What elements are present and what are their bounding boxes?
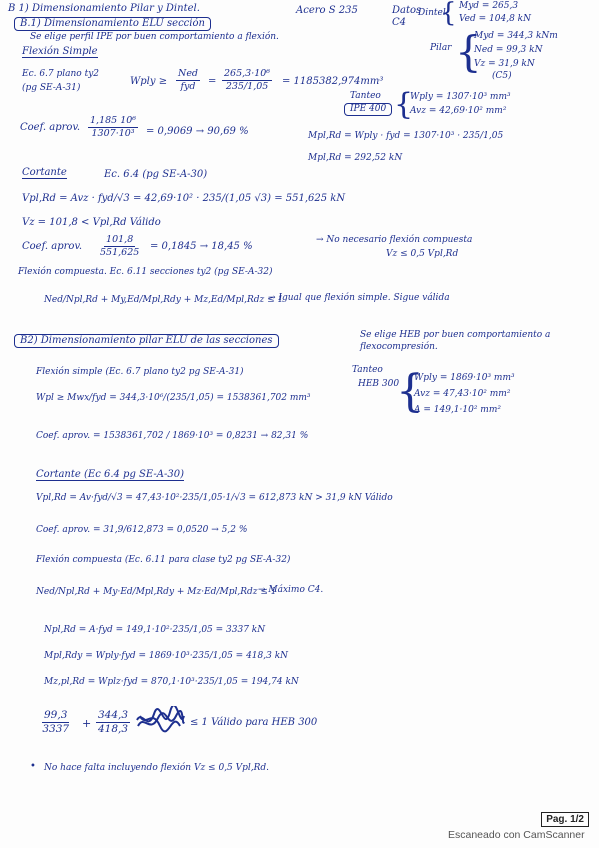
b2-profile-prop-1: Wply = 1869·10³ mm³ <box>414 373 515 383</box>
b1-intro: Se elige perfil IPE por buen comportamiento a flexión. <box>30 32 279 42</box>
b2-profile-prop-2: Avz = 47,43·10² mm² <box>414 389 511 399</box>
b2-profile-prop-3: A = 149,1·10² mm² <box>414 405 501 415</box>
b1-wply-lhs: Wply ≥ <box>130 76 168 87</box>
b1-coef2-fraction <box>100 235 139 258</box>
b1-profile-prop-2: Avz = 42,69·10² mm² <box>410 106 507 116</box>
pilar-value-1: Myd = 344,3 kNm <box>474 31 558 41</box>
b1-coef2-num: 101,8 <box>106 234 134 245</box>
b1-coef-result: = 0,9069 → 90,69 % <box>146 126 249 137</box>
b2-final-bullet: • <box>30 761 36 772</box>
b2-wpl-line: Wpl ≥ Mwx/fyd = 344,3·10⁶/(235/1,05) = 1538361,702 mm³ <box>36 393 311 403</box>
b1-wply-num: Ned <box>178 68 199 79</box>
b2-check-plus: + <box>82 717 92 730</box>
pilar-ref: (C5) <box>492 71 512 81</box>
b1-pg-ref: (pg SE-A-31) <box>22 83 81 93</box>
b1-coef2-result: = 0,1845 → 18,45 % <box>150 241 253 252</box>
b2-mply-line: Mpl,Rdy = Wply·fyd = 1869·10³·235/1,05 = 418,3 kN <box>44 651 289 661</box>
b2-cortante-title: Cortante (Ec 6.4 pg SE-A-30) <box>36 469 184 480</box>
b2-compuesta-formula: Ned/Npl,Rd + My·Ed/Mpl,Rdy + Mz·Ed/Mpl,Rdz ≤ 1 <box>36 587 277 597</box>
page-number: Pag. 1/2 <box>541 812 589 827</box>
b2-coef2-line: Coef. aprov. = 31,9/612,873 = 0,0520 → 5,2 % <box>36 525 248 535</box>
b1-profile-brace: { <box>394 87 414 122</box>
b1-coef2-note2: Vz ≤ 0,5 Vpl,Rd <box>386 249 459 259</box>
b2-check-fraction-1 <box>42 710 69 735</box>
header-datos: Datos <box>392 5 422 16</box>
b1-coef2-note: → No necesario flexión compuesta <box>316 235 473 245</box>
b1-coef-label: Coef. aprov. <box>20 122 81 133</box>
b1-coef2-den: 551,625 <box>100 246 140 258</box>
pilar-value-2: Ned = 99,3 kN <box>474 45 543 55</box>
b2-vpl-line: Vpl,Rd = Av·fyd/√3 = 47,43·10²·235/1,05·1/√3 = 612,873 kN > 31,9 kN Válido <box>36 493 393 503</box>
b2-final-note: No hace falta incluyendo flexión Vz ≤ 0,5 Vpl,Rd. <box>44 763 270 773</box>
b1-vz-line: Vz = 101,8 < Vpl,Rd Válido <box>22 217 161 228</box>
b1-wply-fraction <box>176 69 200 92</box>
b1-mpl-line2: Mpl,Rd = 292,52 kN <box>308 153 403 163</box>
b2-check-num-2: 344,3 <box>96 710 130 723</box>
b2-mplz-line: Mz,pl,Rd = Wplz·fyd = 870,1·10³·235/1,05 = 194,74 kN <box>44 677 299 687</box>
b2-profile: HEB 300 <box>358 379 400 389</box>
dintel-value-1: Myd = 265,3 <box>459 1 519 11</box>
b1-compuesta-formula: Ned/Npl,Rd + My,Ed/Mpl,Rdy + Mz,Ed/Mpl,Rdz ≤ 1 <box>44 295 284 305</box>
b2-check-den-1: 3337 <box>42 723 70 736</box>
b1-wply-result: = 1185382,974mm³ <box>282 76 384 87</box>
b1-wply-den: fyd <box>180 80 196 92</box>
dintel-brace: { <box>440 0 457 28</box>
b2-title: B2) Dimensionamiento pilar ELU de las secciones <box>14 334 279 348</box>
scanner-footer: Escaneado con CamScanner <box>448 829 585 841</box>
b1-wply-mid-num: 265,3·10⁶ <box>224 68 271 79</box>
b1-compuesta-note: → Igual que flexión simple. Sigue válida <box>268 293 450 303</box>
b2-compuesta-note: → Máximo C4. <box>258 585 324 595</box>
dintel-label: Dintel <box>418 8 446 18</box>
scribble-mark <box>134 706 186 736</box>
b2-profile-brace: { <box>396 366 424 417</box>
b1-compuesta-title: Flexión compuesta. Ec. 6.11 secciones ty2 (pg SE-A-32) <box>18 267 273 277</box>
b2-intro: Se elige HEB por buen comportamiento a flexocompresión. <box>360 330 551 352</box>
b2-check-den-2: 418,3 <box>98 723 129 736</box>
header-top-title: B 1) Dimensionamiento Pilar y Dintel. <box>8 3 200 14</box>
dintel-value-2: Ved = 104,8 kN <box>459 14 531 24</box>
b2-coef-line: Coef. aprov. = 1538361,702 / 1869·10³ = 0,8231 → 82,31 % <box>36 431 309 441</box>
b2-tanteo: Tanteo <box>352 365 383 375</box>
b1-vpl-line: Vpl,Rd = Avz · fyd/√3 = 42,69·10² · 235/(1,05 √3) = 551,625 kN <box>22 193 346 204</box>
header-steel: Acero S 235 <box>296 5 358 16</box>
b2-check-num-1: 99,3 <box>42 710 69 723</box>
b1-flexion-title: Flexión Simple <box>22 46 98 57</box>
b2-check-tail: ≤ 1 Válido para HEB 300 <box>190 717 318 728</box>
b1-coef-num: 1,185 10⁶ <box>90 115 137 126</box>
b1-cortante-ref: Ec. 6.4 (pg SE-A-30) <box>104 169 208 180</box>
b1-profile: IPE 400 <box>344 103 392 116</box>
b1-ec-ref: Ec. 6.7 plano ty2 <box>22 69 100 79</box>
pilar-value-3: Vz = 31,9 kN <box>474 59 535 69</box>
b1-coef2-label: Coef. aprov. <box>22 241 83 252</box>
b1-mpl-line1: Mpl,Rd = Wply · fyd = 1307·10³ · 235/1,05 <box>308 131 504 141</box>
b1-coef-fraction <box>88 116 138 139</box>
b1-wply-mid-fraction <box>222 69 272 92</box>
b1-tanteo: Tanteo <box>350 91 381 101</box>
b1-wply-mid-den: 235/1,05 <box>225 80 269 92</box>
b1-profile-prop-1: Wply = 1307·10³ mm³ <box>410 92 511 102</box>
pilar-label: Pilar <box>430 43 452 53</box>
b1-coef-den: 1307·10³ <box>91 127 135 139</box>
b2-npl-line: Npl,Rd = A·fyd = 149,1·10²·235/1,05 = 3337 kN <box>44 625 266 635</box>
pilar-brace: { <box>455 27 482 76</box>
b1-title: B.1) Dimensionamiento ELU sección <box>14 17 211 31</box>
b1-cortante-title: Cortante <box>22 167 67 178</box>
b1-equals: = <box>208 76 217 87</box>
b2-compuesta-title: Flexión compuesta (Ec. 6.11 para clase ty2 pg SE-A-32) <box>36 555 291 565</box>
header-c4: C4 <box>392 17 407 28</box>
b2-check-fraction-2 <box>96 710 130 735</box>
b2-flexion-title: Flexión simple (Ec. 6.7 plano ty2 pg SE-A-31) <box>36 367 244 377</box>
